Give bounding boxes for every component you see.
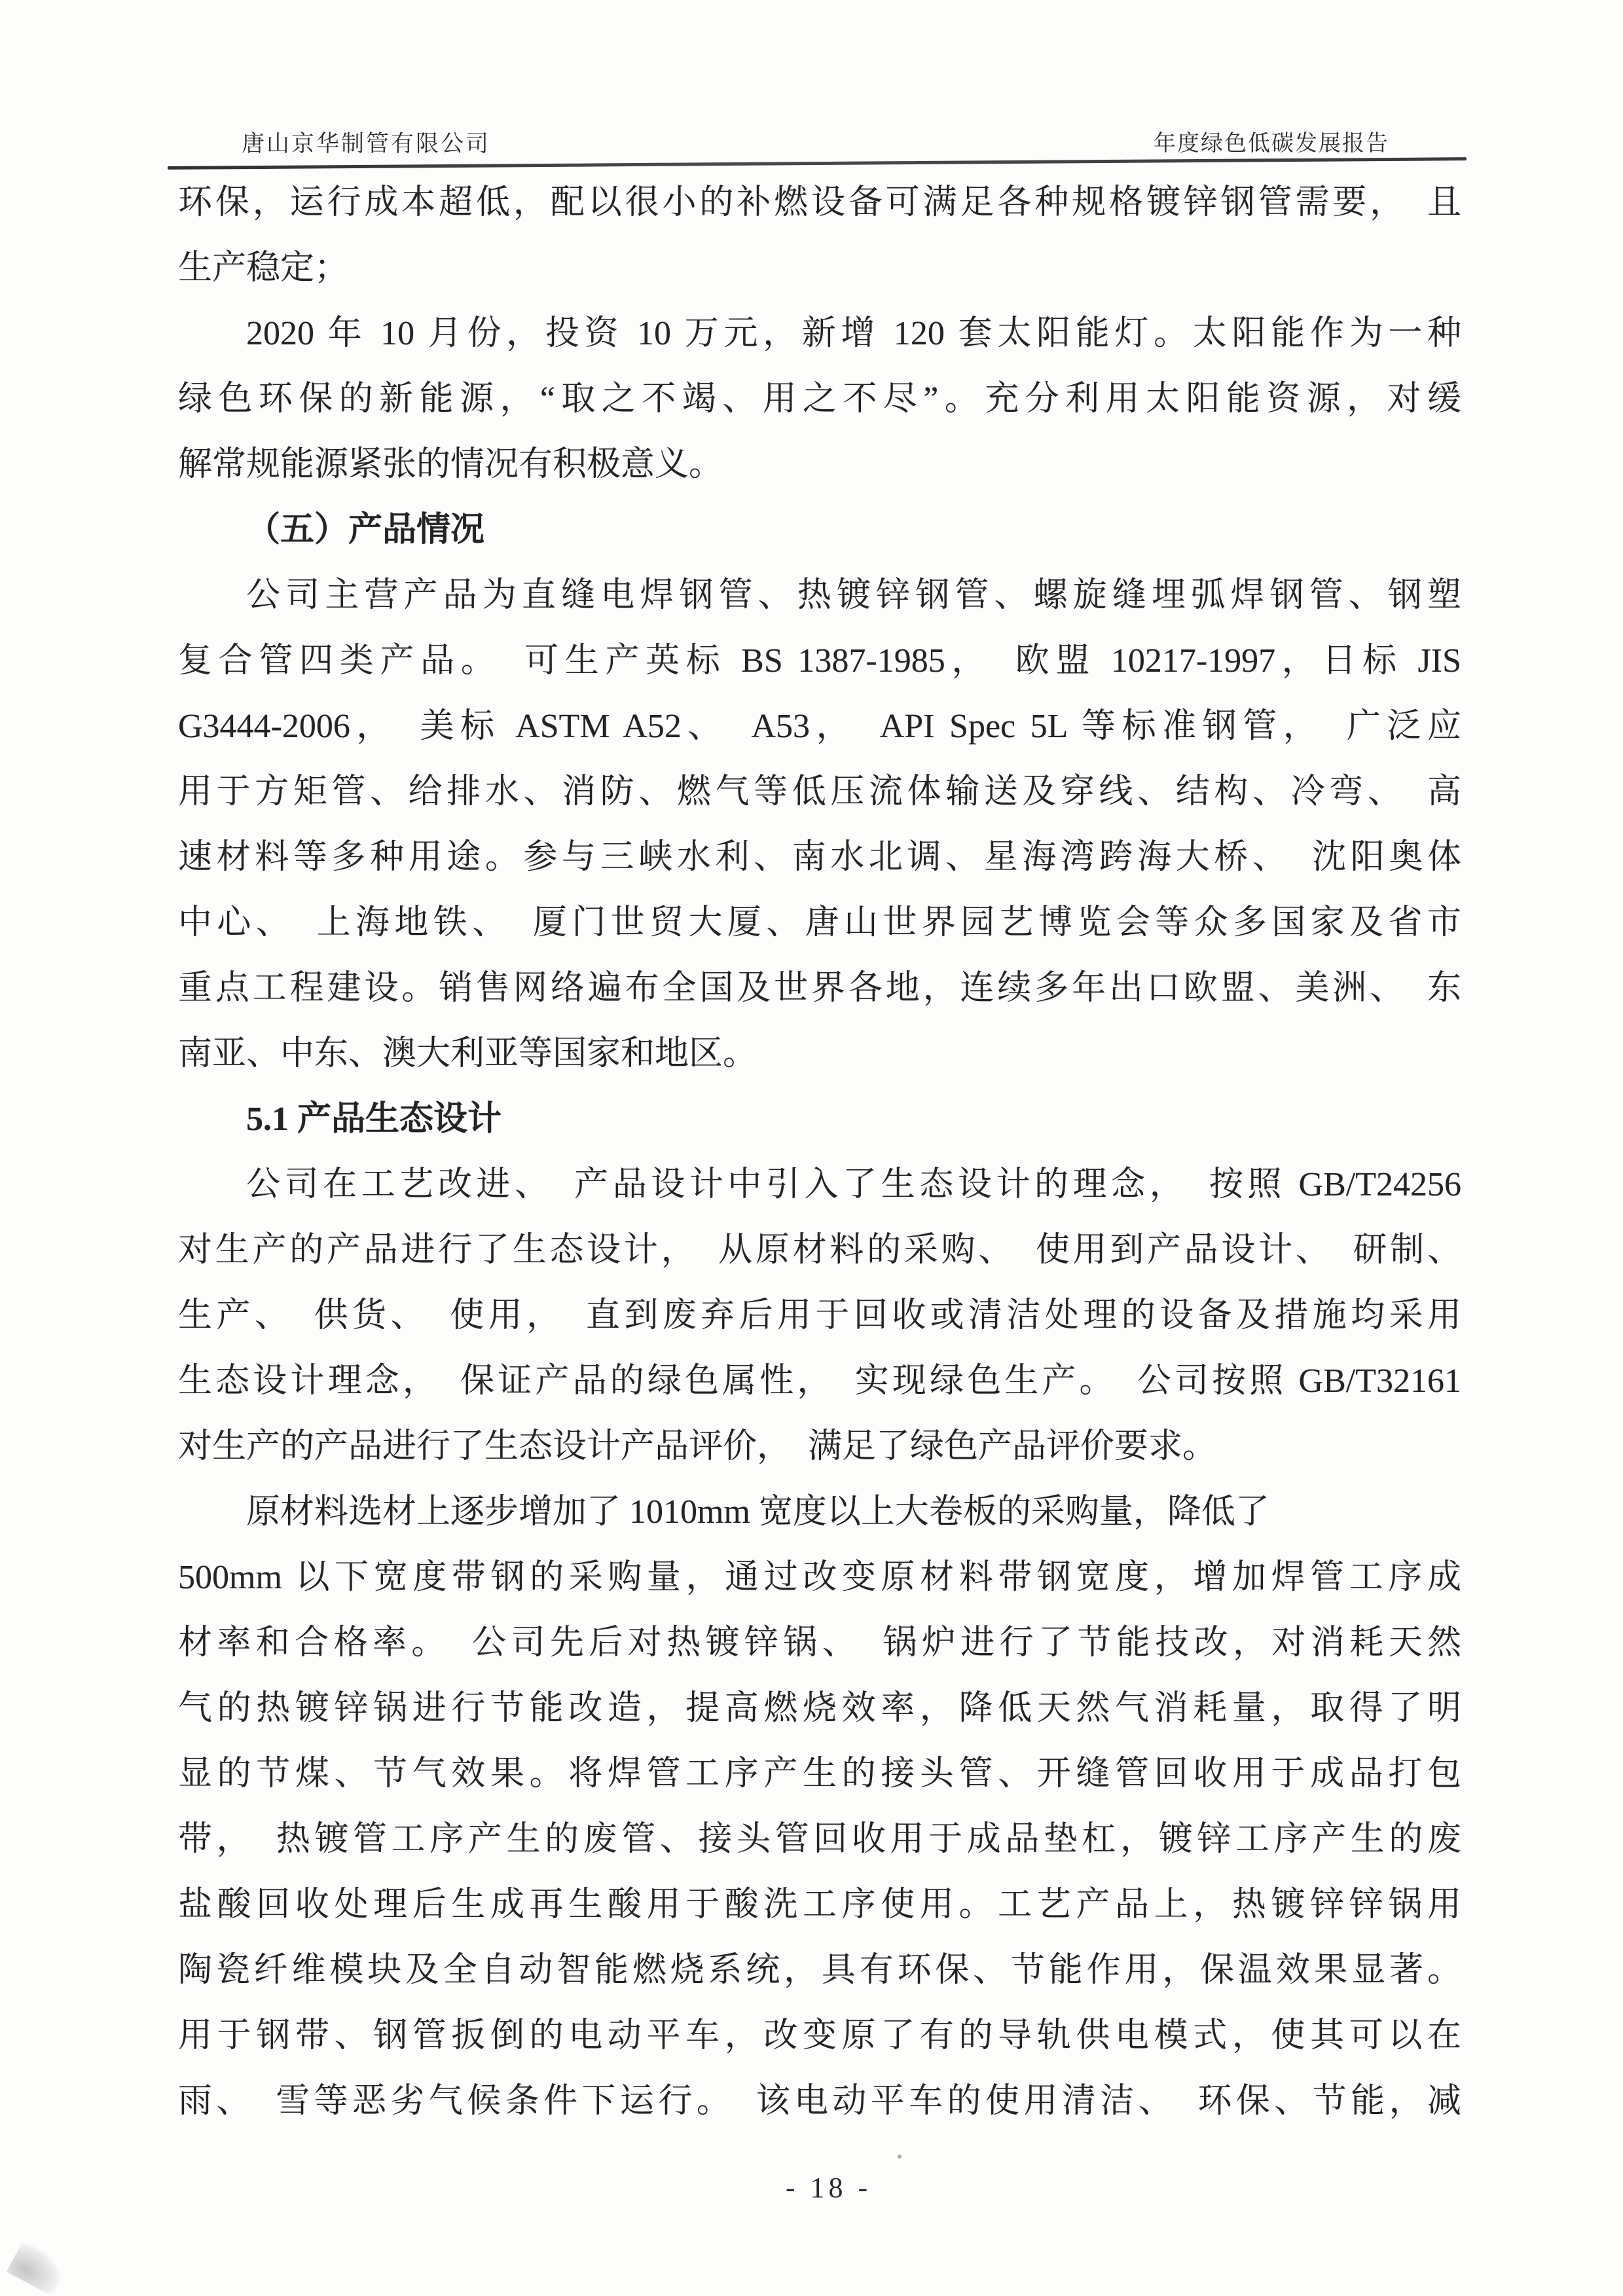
- text-line: 对生产的产品进行了生态设计产品评价， 满足了绿色产品评价要求。: [178, 1428, 1217, 1465]
- section-heading: （五）产品情况: [246, 511, 485, 549]
- text-line: 生产、 供货、 使用， 直到废弃后用于回收或清洁处理的设备及措施均采用: [178, 1297, 1461, 1334]
- text-line: 500mm 以下宽度带钢的采购量，通过改变原材料带钢宽度，增加焊管工序成: [178, 1559, 1461, 1596]
- section-heading: 5.1 产品生态设计: [246, 1101, 502, 1138]
- text-line: 对生产的产品进行了生态设计， 从原材料的采购、 使用到产品设计、 研制、: [178, 1231, 1461, 1269]
- text-line: 中心、 上海地铁、 厦门世贸大厦、唐山世界园艺博览会等众多国家及省市: [178, 904, 1461, 941]
- document-body: [178, 170, 1461, 2134]
- text-line: 气的热镀锌锅进行节能改造，提高燃烧效率，降低天然气消耗量，取得了明: [178, 1690, 1461, 1727]
- header-company-name: 唐山京华制管有限公司: [242, 131, 491, 156]
- text-line: 环保，运行成本超低，配以很小的补燃设备可满足各种规格镀锌钢管需要， 且: [178, 184, 1461, 221]
- text-line: G3444-2006， 美标 ASTM A52、 A53， API Spec 5L 等标准钢管， 广泛应: [178, 708, 1461, 745]
- text-line: 材率和合格率。 公司先后对热镀锌锅、 锅炉进行了节能技改，对消耗天然: [178, 1624, 1461, 1662]
- text-line: 显的节煤、节气效果。将焊管工序产生的接头管、开缝管回收用于成品打包: [178, 1755, 1461, 1793]
- text-line: 生态设计理念， 保证产品的绿色属性， 实现绿色生产。 公司按照 GB/T32161: [178, 1362, 1461, 1400]
- text-line: 原材料选材上逐步增加了 1010mm 宽度以上大卷板的采购量，降低了: [246, 1493, 1269, 1531]
- text-line: 速材料等多种用途。参与三峡水利、南水北调、星海湾跨海大桥、 沈阳奥体: [178, 839, 1461, 876]
- header-rule: [168, 157, 1467, 170]
- text-line: 公司在工艺改进、 产品设计中引入了生态设计的理念， 按照 GB/T24256: [246, 1166, 1461, 1203]
- text-line: 解常规能源紧张的情况有积极意义。: [178, 446, 723, 483]
- text-line: 2020 年 10 月份，投资 10 万元，新增 120 套太阳能灯。太阳能作为一种: [246, 315, 1461, 352]
- text-line: 重点工程建设。销售网络遍布全国及世界各地，连续多年出口欧盟、美洲、 东: [178, 970, 1461, 1007]
- scan-smudge: [7, 2240, 69, 2296]
- text-line: 用于钢带、钢管扳倒的电动平车，改变原了有的导轨供电模式，使其可以在: [178, 2017, 1461, 2054]
- text-line: 盐酸回收处理后生成再生酸用于酸洗工序使用。工艺产品上，热镀锌锌锅用: [178, 1886, 1461, 1923]
- text-line: 陶瓷纤维模块及全自动智能燃烧系统，具有环保、节能作用，保温效果显著。: [178, 1952, 1461, 1989]
- text-line: 南亚、中东、澳大利亚等国家和地区。: [178, 1035, 757, 1072]
- text-line: 生产稳定；: [178, 249, 349, 287]
- text-line: 雨、 雪等恶劣气候条件下运行。 该电动平车的使用清洁、 环保、节能，减: [178, 2083, 1461, 2120]
- page-number: - 18 -: [785, 2172, 872, 2204]
- text-line: 绿色环保的新能源，“取之不竭、用之不尽”。充分利用太阳能资源，对缓: [178, 380, 1461, 418]
- text-line: 带， 热镀管工序产生的废管、接头管回收用于成品垫杠，镀锌工序产生的废: [178, 1821, 1461, 1858]
- header-report-title: 年度绿色低碳发展报告: [1154, 132, 1389, 156]
- text-line: 复合管四类产品。 可生产英标 BS 1387-1985， 欧盟 10217-1997，日标 JIS: [178, 642, 1461, 680]
- text-line: 公司主营产品为直缝电焊钢管、热镀锌钢管、螺旋缝埋弧焊钢管、钢塑: [246, 577, 1461, 614]
- page-footer: [786, 2171, 871, 2204]
- text-line: 用于方矩管、给排水、消防、燃气等低压流体输送及穿线、结构、冷弯、 高: [178, 773, 1461, 811]
- scan-speck: [898, 2155, 902, 2159]
